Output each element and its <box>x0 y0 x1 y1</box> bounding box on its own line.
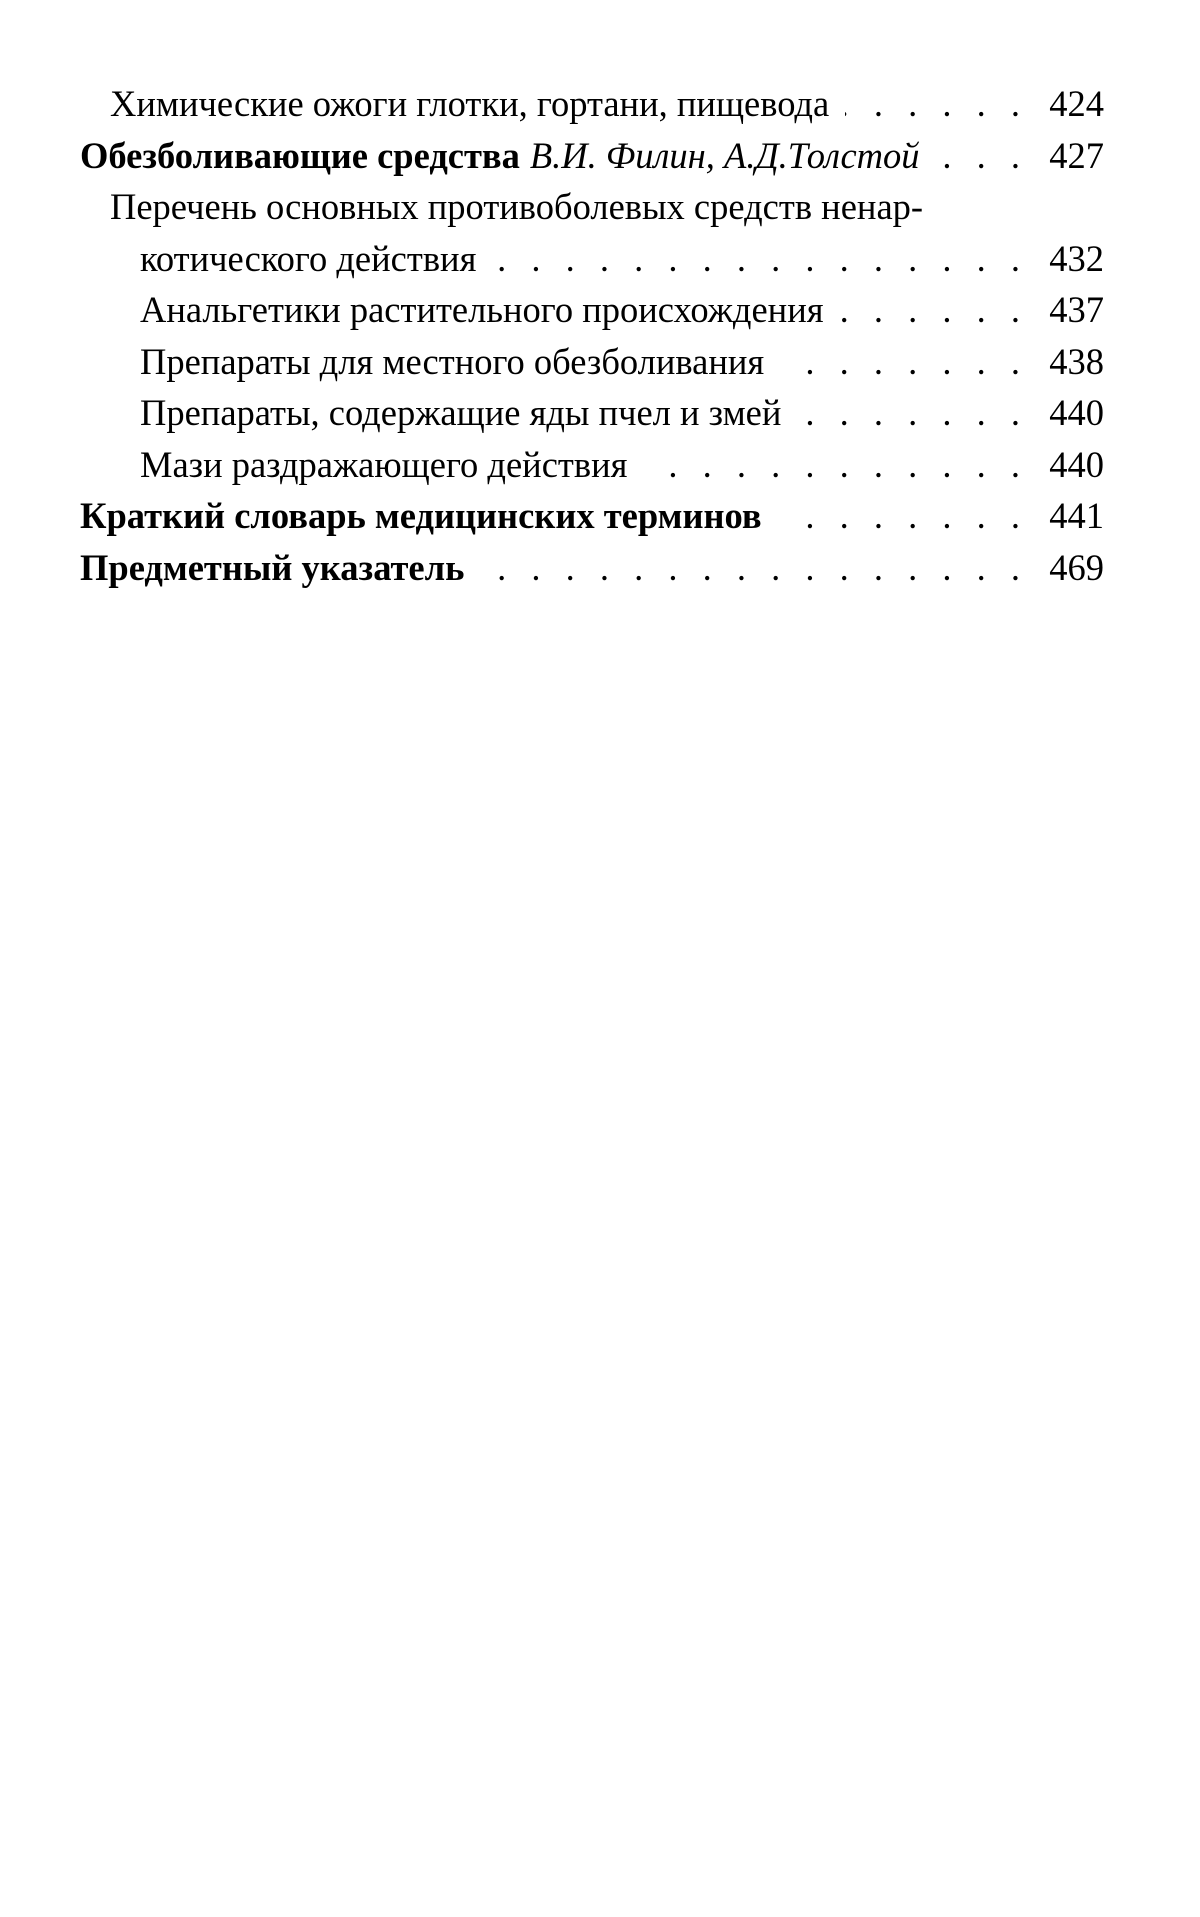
toc-entry-page: 427 <box>1049 134 1104 176</box>
toc-entry-title: Анальгетики растительного происхождения <box>140 289 824 330</box>
toc-entry-page: 440 <box>1049 443 1104 485</box>
toc-entry-page: 438 <box>1049 340 1104 382</box>
dot-leader <box>840 284 1028 336</box>
toc-entry-page: 437 <box>1049 289 1104 330</box>
toc-entry-title: Краткий словарь медицинских терминов <box>80 495 762 536</box>
toc-entry-page: 440 <box>1049 392 1104 433</box>
toc-entry-venom-preparations <box>80 387 1104 439</box>
toc-entry-nonnarcotic-list-line2 <box>80 233 1104 285</box>
toc-entry-chemical-burns <box>80 78 1104 130</box>
toc-entry-subject-index <box>80 542 1104 594</box>
toc-entry-page: 432 <box>1049 237 1104 279</box>
table-of-contents <box>80 78 1104 593</box>
dot-leader <box>936 130 1028 182</box>
toc-entry-nonnarcotic-list-line1 <box>80 181 1104 233</box>
toc-entry-title: Химические ожоги глотки, гортани, пищевода <box>110 83 830 124</box>
dot-leader <box>480 542 1028 594</box>
toc-entry-title: Обезболивающие средства <box>80 134 520 176</box>
toc-entry-title: Препараты для местного обезболивания <box>140 340 765 382</box>
dot-leader <box>797 387 1028 439</box>
toc-entry-herbal-analgesics <box>80 284 1104 336</box>
toc-entry-irritant-ointments <box>80 439 1104 491</box>
toc-entry-page: 469 <box>1049 546 1104 588</box>
toc-entry-title: Мази раздражающего действия <box>140 443 628 485</box>
dot-leader <box>845 78 1028 130</box>
dot-leader <box>643 439 1028 491</box>
toc-entry-analgesics-section <box>80 130 1104 182</box>
dot-leader <box>778 490 1028 542</box>
toc-entry-page: 441 <box>1049 495 1104 536</box>
toc-entry-authors: В.И. Филин, А.Д.Толстой <box>529 134 920 176</box>
toc-entry-title: Предметный указатель <box>80 546 465 588</box>
dot-leader <box>780 336 1028 388</box>
dot-leader <box>492 233 1028 285</box>
toc-entry-local-anesthetics <box>80 336 1104 388</box>
toc-entry-title: котического действия <box>140 237 477 279</box>
toc-entry-title: Перечень основных противоболевых средств ненар- <box>110 186 924 227</box>
toc-entry-page: 424 <box>1049 83 1104 124</box>
toc-entry-title: Препараты, содержащие яды пчел и змей <box>140 392 782 433</box>
toc-entry-glossary <box>80 490 1104 542</box>
